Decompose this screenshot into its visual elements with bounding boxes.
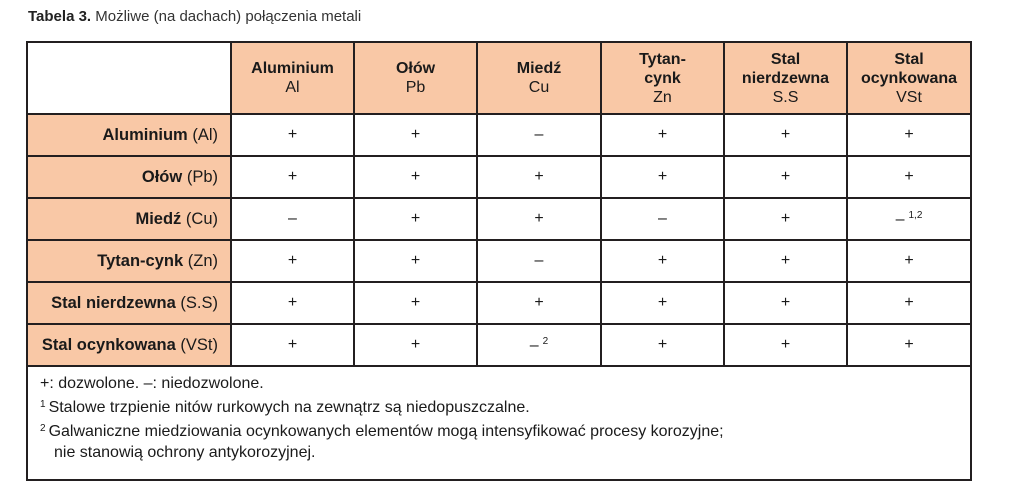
table-cell: + bbox=[724, 324, 847, 366]
table-cell: + bbox=[231, 282, 354, 324]
table-cell: + bbox=[601, 114, 724, 156]
table-cell: + bbox=[354, 156, 477, 198]
table-cell: + bbox=[231, 240, 354, 282]
table-cell: + bbox=[231, 156, 354, 198]
table-row bbox=[27, 114, 971, 156]
table-cell: + bbox=[847, 282, 971, 324]
column-header: Aluminium Al bbox=[231, 42, 354, 114]
table-cell: – $^{1,2}$ bbox=[847, 198, 971, 240]
column-header: Stal nierdzewna S.S bbox=[724, 42, 847, 114]
footnote-2: $^2$ Galwaniczne miedziowania ocynkowanych elementów mogą intensyfikować procesy korozyjne; bbox=[40, 423, 724, 440]
row-header: Miedź (Cu) bbox=[27, 198, 231, 240]
table-cell: + bbox=[354, 240, 477, 282]
metal-compatibility-table bbox=[26, 41, 972, 481]
table-cell: – bbox=[231, 198, 354, 240]
table-cell: + bbox=[477, 282, 601, 324]
table-cell: + bbox=[477, 156, 601, 198]
table-cell: – bbox=[477, 114, 601, 156]
table-cell: + bbox=[354, 114, 477, 156]
table-cell: + bbox=[847, 156, 971, 198]
table-cell: + bbox=[601, 240, 724, 282]
table-cell: – bbox=[477, 240, 601, 282]
table-row bbox=[27, 198, 971, 240]
caption-label: Tabela 3. bbox=[28, 8, 92, 25]
column-header: Miedź Cu bbox=[477, 42, 601, 114]
table-cell: + bbox=[724, 240, 847, 282]
row-header: Ołów (Pb) bbox=[27, 156, 231, 198]
table-cell: + bbox=[724, 156, 847, 198]
table-cell: – bbox=[601, 198, 724, 240]
table-cell: + bbox=[354, 324, 477, 366]
footnote-ref: 1,2 bbox=[908, 209, 923, 221]
corner-cell bbox=[27, 42, 231, 114]
table-cell: + bbox=[601, 282, 724, 324]
table-cell: + bbox=[354, 282, 477, 324]
table-cell: + bbox=[724, 198, 847, 240]
table-row bbox=[27, 240, 971, 282]
table-cell: + bbox=[231, 324, 354, 366]
table-caption bbox=[28, 8, 361, 25]
footnote-2-continued: nie stanowią ochrony antykorozyjnej. bbox=[54, 444, 316, 461]
row-header: Tytan-cynk (Zn) bbox=[27, 240, 231, 282]
footnote-1: $^1$ Stalowe trzpienie nitów rurkowych na zewnątrz są niedopuszczalne. bbox=[40, 399, 530, 416]
table-row bbox=[27, 156, 971, 198]
notes-cell bbox=[27, 366, 971, 480]
table-cell: + bbox=[724, 282, 847, 324]
table-cell: + bbox=[847, 324, 971, 366]
table-cell: + bbox=[847, 240, 971, 282]
footnote-ref: 2 bbox=[542, 335, 549, 347]
caption-text: Możliwe (na dachach) połączenia metali bbox=[91, 8, 362, 25]
table-row bbox=[27, 324, 971, 366]
table-cell: + bbox=[354, 198, 477, 240]
table-cell: + bbox=[231, 114, 354, 156]
table-cell: + bbox=[847, 114, 971, 156]
column-header: Ołów Pb bbox=[354, 42, 477, 114]
column-header: Stal ocynkowana VSt bbox=[847, 42, 971, 114]
header-row bbox=[27, 42, 971, 114]
notes-row bbox=[27, 366, 971, 480]
table-cell: + bbox=[477, 198, 601, 240]
table-row bbox=[27, 282, 971, 324]
table-cell: + bbox=[601, 324, 724, 366]
row-header: Aluminium (Al) bbox=[27, 114, 231, 156]
row-header: Stal ocynkowana (VSt) bbox=[27, 324, 231, 366]
table-cell: + bbox=[724, 114, 847, 156]
column-header: Tytan- cynk Zn bbox=[601, 42, 724, 114]
row-header: Stal nierdzewna (S.S) bbox=[27, 282, 231, 324]
table-cell: + bbox=[601, 156, 724, 198]
legend-note: +: dozwolone. –: niedozwolone. bbox=[40, 375, 264, 392]
table-cell: – $^2$ bbox=[477, 324, 601, 366]
